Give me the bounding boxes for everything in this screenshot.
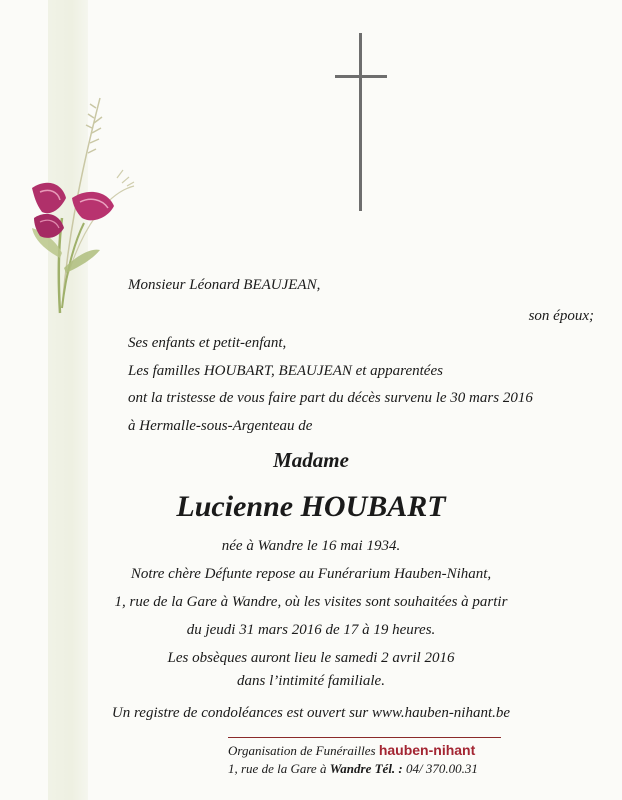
birth-line: née à Wandre le 16 mai 1934. bbox=[221, 538, 401, 554]
place-line: à Hermalle-sous-Argenteau de bbox=[128, 418, 313, 434]
phone-number: 04/ 370.00.31 bbox=[406, 761, 478, 776]
families-line: Les familles HOUBART, BEAUJEAN et apparentées bbox=[128, 363, 443, 379]
funeral-line-2: dans l’intimité familiale. bbox=[237, 673, 385, 689]
honorific: Madame bbox=[273, 448, 349, 472]
rest-line-3: du jeudi 31 mars 2016 de 17 à 19 heures. bbox=[186, 622, 436, 638]
register-line: Un registre de condoléances est ouvert sur www.hauben-nihant.be bbox=[111, 705, 511, 721]
latin-cross-icon bbox=[335, 33, 387, 211]
org-prefix: Organisation de Funérailles bbox=[228, 743, 376, 758]
footer-divider bbox=[228, 737, 501, 738]
phone-label: Tél. : bbox=[374, 761, 403, 776]
children-line: Ses enfants et petit-enfant, bbox=[128, 335, 287, 351]
rest-line-1: Notre chère Défunte repose au Funérarium Hauben-Nihant, bbox=[130, 566, 492, 582]
footer-address bbox=[228, 761, 518, 777]
brand-name: hauben-nihant bbox=[378, 742, 476, 758]
deceased-name: Lucienne HOUBART bbox=[176, 490, 446, 523]
funeral-line-1: Les obsèques auront lieu le samedi 2 avril 2016 bbox=[167, 650, 455, 666]
rest-line-2: 1, rue de la Gare à Wandre, où les visites sont souhaitées à partir bbox=[114, 594, 508, 610]
footer-organisation bbox=[228, 742, 518, 759]
address-prefix: 1, rue de la Gare à bbox=[228, 761, 327, 776]
calla-lily-icon bbox=[22, 78, 142, 318]
spouse-name: Monsieur Léonard BEAUJEAN, bbox=[128, 277, 321, 293]
spouse-role: son époux; bbox=[528, 308, 594, 324]
sorrow-line: ont la tristesse de vous faire part du décès survenu le 30 mars 2016 bbox=[128, 390, 533, 406]
address-town: Wandre bbox=[329, 761, 372, 776]
